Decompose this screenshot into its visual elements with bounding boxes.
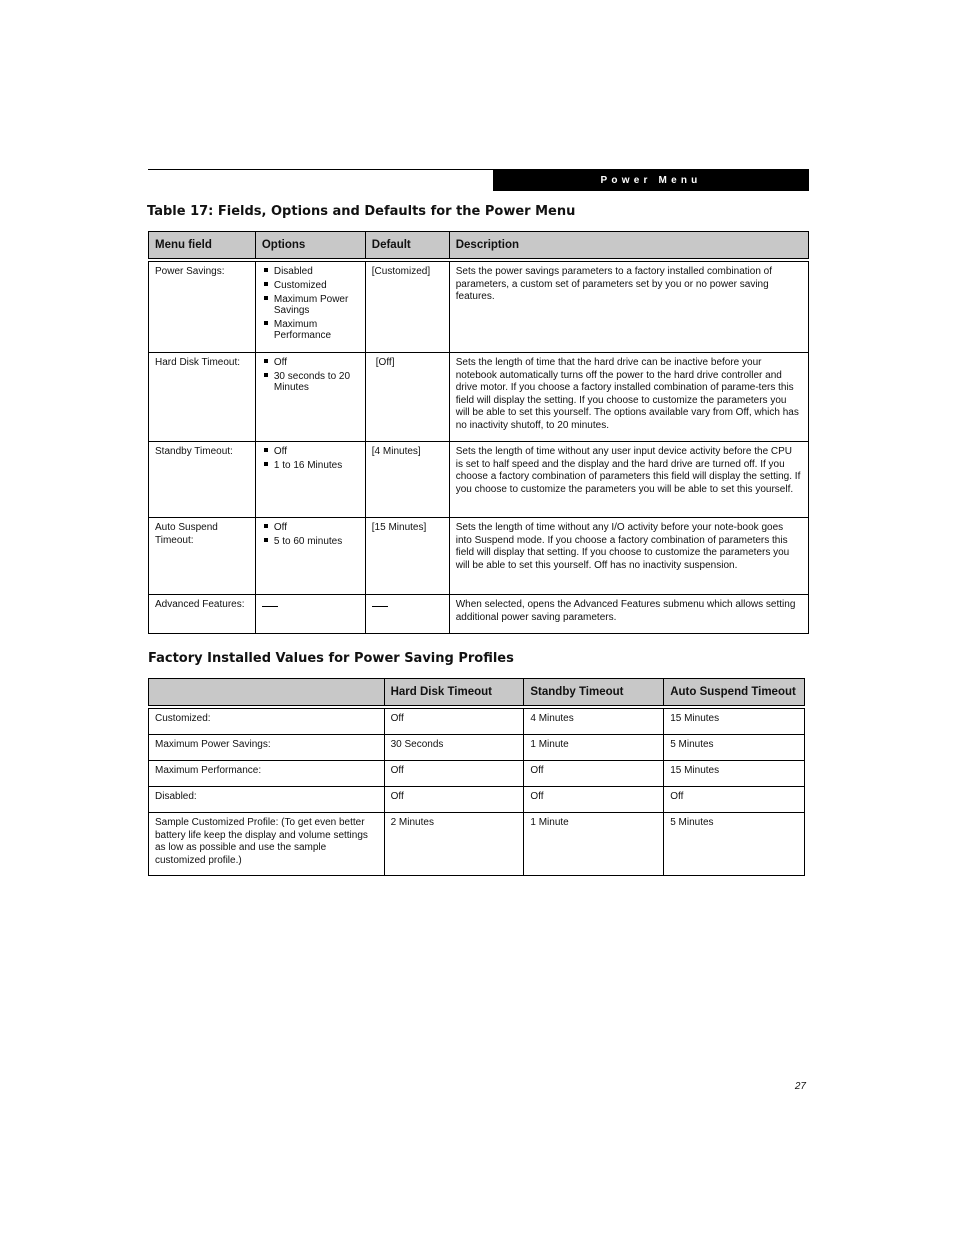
profile-name: Customized: (149, 709, 385, 735)
option-item: Maximum Power Savings (262, 294, 359, 316)
table-row (149, 787, 805, 813)
table2-caption: Factory Installed Values for Power Saving Profiles (148, 651, 514, 666)
column-header: Description (449, 232, 808, 259)
table-row (149, 813, 805, 876)
column-header: Options (255, 232, 365, 259)
default-value (365, 595, 449, 634)
option-item: 5 to 60 minutes (262, 536, 359, 547)
table-row (149, 518, 809, 595)
empty-dash (262, 606, 278, 607)
option-item: Off (262, 446, 359, 457)
profile-name: Maximum Performance: (149, 761, 385, 787)
menu-field: Advanced Features: (149, 595, 256, 634)
auto-suspend-value: 5 Minutes (664, 735, 805, 761)
hard-disk-value: Off (384, 787, 524, 813)
menu-field: Hard Disk Timeout: (149, 353, 256, 442)
default-value: [4 Minutes] (365, 442, 449, 518)
standby-value: Off (524, 787, 664, 813)
options-cell (255, 518, 365, 595)
options-cell (255, 442, 365, 518)
table-row (149, 761, 805, 787)
column-header: Standby Timeout (524, 679, 664, 706)
options-cell (255, 262, 365, 353)
auto-suspend-value: 5 Minutes (664, 813, 805, 876)
menu-field: Auto Suspend Timeout: (149, 518, 256, 595)
profile-name: Sample Customized Profile: (To get even better battery life keep the display and volume settings as low as possible and use the sample customized profile.) (149, 813, 385, 876)
section-header: Power Menu (493, 169, 809, 191)
standby-value: 1 Minute (524, 735, 664, 761)
column-header (149, 679, 385, 706)
standby-value: 4 Minutes (524, 709, 664, 735)
description: Sets the length of time without any user input device activity before the CPU is set to half speed and the display and the hard drive are turned off. If you choose a factory combination of parameters this field will display the setting. If you choose to customize the parameters you will be able to set this yourself. (449, 442, 808, 518)
standby-value: Off (524, 761, 664, 787)
table1-caption: Table 17: Fields, Options and Defaults for the Power Menu (147, 204, 576, 219)
default-value: [Customized] (365, 262, 449, 353)
auto-suspend-value: 15 Minutes (664, 761, 805, 787)
option-item: Maximum Performance (262, 319, 359, 341)
standby-value: 1 Minute (524, 813, 664, 876)
options-cell (255, 595, 365, 634)
table-row (149, 442, 809, 518)
profile-name: Disabled: (149, 787, 385, 813)
column-header: Hard Disk Timeout (384, 679, 524, 706)
option-item: 1 to 16 Minutes (262, 460, 359, 471)
table-row (149, 735, 805, 761)
description: Sets the length of time that the hard drive can be inactive before your notebook automatically turns off the power to the hard drive controller and drive motor. If you choose a factory installed combination of parame-ters this field will display the setting. If you choose to customize the parameters you will be able to set this yourself. The options available vary from Off, which has no inactivity shutoff, to 20 minutes. (449, 353, 808, 442)
profile-name: Maximum Power Savings: (149, 735, 385, 761)
default-value: [15 Minutes] (365, 518, 449, 595)
header-rule (148, 169, 493, 170)
description: When selected, opens the Advanced Features submenu which allows setting additional power saving parameters. (449, 595, 808, 634)
profiles-table (148, 678, 805, 876)
column-header: Menu field (149, 232, 256, 259)
auto-suspend-value: 15 Minutes (664, 709, 805, 735)
description: Sets the power savings parameters to a factory installed combination of parameters, a custom set of parameters set by you or no power saving features. (449, 262, 808, 353)
page-number: 27 (794, 1081, 806, 1092)
option-item: Off (262, 357, 359, 368)
column-header: Default (365, 232, 449, 259)
table-row (149, 262, 809, 353)
default-value: [Off] (365, 353, 449, 442)
option-item: Customized (262, 280, 359, 291)
option-item: 30 seconds to 20 Minutes (262, 371, 359, 393)
option-item: Disabled (262, 266, 359, 277)
menu-field: Standby Timeout: (149, 442, 256, 518)
hard-disk-value: 2 Minutes (384, 813, 524, 876)
table-row (149, 353, 809, 442)
menu-field: Power Savings: (149, 262, 256, 353)
table-row (149, 709, 805, 735)
empty-dash (372, 606, 388, 607)
description: Sets the length of time without any I/O activity before your note-book goes into Suspend mode. If you choose a factory combination of parameters this field will display that setting. If you choose to customize the parameters you will be able to set this yourself. Off has no inactivity suspension. (449, 518, 808, 595)
hard-disk-value: Off (384, 761, 524, 787)
hard-disk-value: 30 Seconds (384, 735, 524, 761)
option-item: Off (262, 522, 359, 533)
power-menu-table (148, 231, 809, 634)
table-row (149, 595, 809, 634)
options-cell (255, 353, 365, 442)
auto-suspend-value: Off (664, 787, 805, 813)
hard-disk-value: Off (384, 709, 524, 735)
column-header: Auto Suspend Timeout (664, 679, 805, 706)
